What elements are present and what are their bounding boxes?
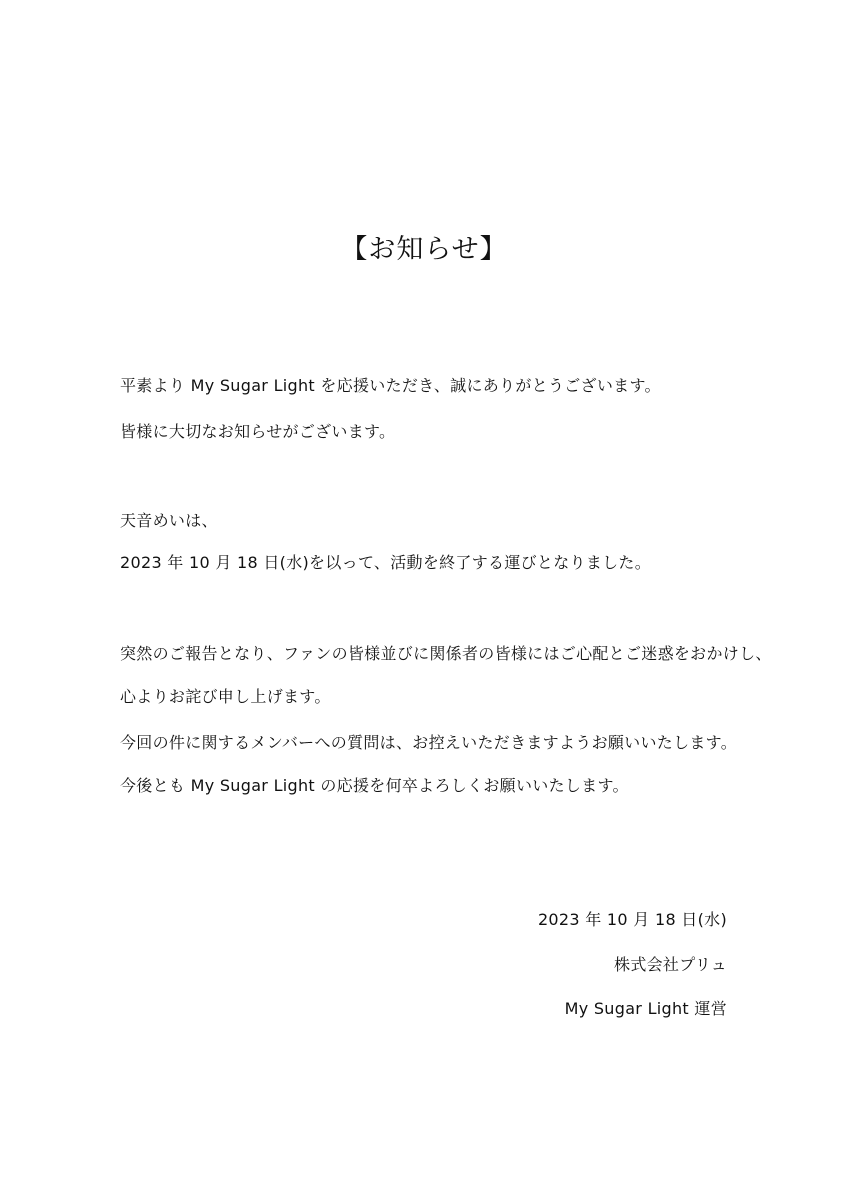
closing-line-1: 突然のご報告となり、ファンの皆様並びに関係者の皆様にはご心配とご迷惑をおかけし、 bbox=[120, 644, 772, 663]
notice-title: 【お知らせ】 bbox=[340, 234, 508, 265]
announcement-line-1: 天音めいは、 bbox=[120, 511, 218, 530]
closing-line-3: 今回の件に関するメンバーへの質問は、お控えいただきますようお願いいたします。 bbox=[120, 733, 738, 752]
greeting-line-1: 平素より My Sugar Light を応援いただき、誠にありがとうございます。 bbox=[120, 376, 661, 395]
closing-line-4: 今後とも My Sugar Light の応援を何卒よろしくお願いいたします。 bbox=[120, 776, 629, 795]
greeting-line-2: 皆様に大切なお知らせがございます。 bbox=[120, 422, 396, 441]
announcement-line-2: 2023 年 10 月 18 日(水)を以って、活動を終了する運びとなりました。 bbox=[120, 553, 652, 572]
signature-company: 株式会社プリュ bbox=[614, 955, 727, 974]
signature-operator: My Sugar Light 運営 bbox=[564, 999, 727, 1018]
closing-line-2: 心よりお詫び申し上げます。 bbox=[120, 687, 331, 706]
signature-date: 2023 年 10 月 18 日(水) bbox=[537, 910, 727, 929]
